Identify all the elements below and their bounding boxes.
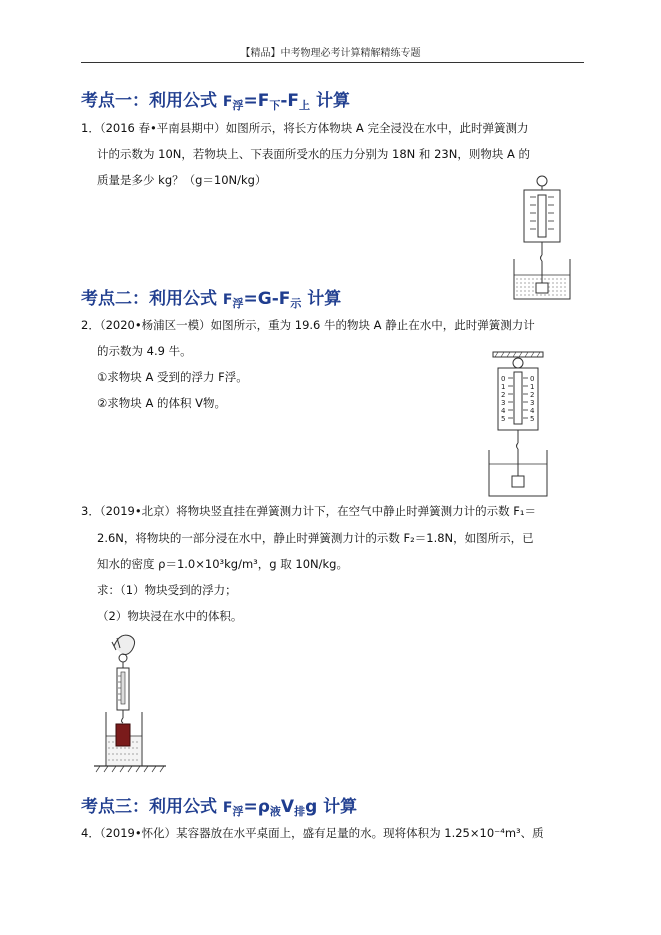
section-heading-1: 考点一：利用公式 $F_浮=F_下-F_上$ 计算 [81, 91, 350, 112]
scale-right-2: 2 [530, 391, 535, 399]
scale-right-1: 1 [530, 383, 535, 391]
section-heading-3: 考点三：利用公式 $F_浮=\rho_液V_排g$ 计算 [81, 797, 358, 818]
scale-right-0: 0 [530, 375, 535, 383]
scale-right-5: 5 [530, 415, 535, 423]
q2-line-3: ①求物块 A 受到的浮力 F浮。 [97, 370, 248, 384]
scale-left-0: 0 [501, 375, 506, 383]
spring-scale-diagram-1 [508, 175, 576, 303]
q2-line-4: ②求物块 A 的体积 V物。 [97, 396, 227, 410]
q2-line-1: 2．（2020•杨浦区一模）如图所示，重为 19.6 牛的物块 A 静止在水中，此时弹簧测力计 [81, 318, 535, 332]
q1-line-1: 1．（2016 春•平南县期中）如图所示，将长方体物块 A 完全浸没在水中，此时弹簧测力 [81, 121, 529, 135]
hand-held-scale-diagram [92, 632, 172, 776]
section-heading-2: 考点二：利用公式 $F_浮=G-F_示$ 计算 [81, 289, 342, 310]
q3-line-1: 3．（2019•北京）将物块竖直挂在弹簧测力计下，在空气中静止时弹簧测力计的示数 F₁＝ [81, 504, 536, 518]
scale-right-3: 3 [530, 399, 535, 407]
q3-line-4: 求：（1）物块受到的浮力； [97, 583, 237, 597]
scale-left-3: 3 [501, 399, 506, 407]
scale-left-5: 5 [501, 415, 506, 423]
scale-right-4: 4 [530, 407, 535, 415]
spring-scale-diagram-2 [483, 350, 553, 500]
q4-line-1: 4．（2019•怀化）某容器放在水平桌面上，盛有足量的水。现将体积为 1.25×10⁻⁴m³、质 [81, 826, 544, 840]
header-divider [81, 62, 584, 63]
q1-line-3: 质量是多少 kg？（g＝10N/kg） [97, 173, 267, 187]
scale-left-2: 2 [501, 391, 506, 399]
q3-line-3: 知水的密度 ρ＝1.0×10³kg/m³，g 取 10N/kg。 [97, 557, 348, 571]
page-header: 【精品】中考物理必考计算精解精练专题 [240, 48, 421, 59]
scale-left-1: 1 [501, 383, 506, 391]
q1-line-2: 计的示数为 10N，若物块上、下表面所受水的压力分别为 18N 和 23N，则物块 A 的 [97, 147, 531, 161]
q3-line-2: 2.6N，将物块的一部分浸在水中，静止时弹簧测力计的示数 F₂＝1.8N，如图所示，已 [97, 531, 534, 545]
scale-left-4: 4 [501, 407, 506, 415]
q2-line-2: 的示数为 4.9 牛。 [97, 344, 192, 358]
q3-line-5: （2）物块浸在水中的体积。 [97, 609, 243, 623]
